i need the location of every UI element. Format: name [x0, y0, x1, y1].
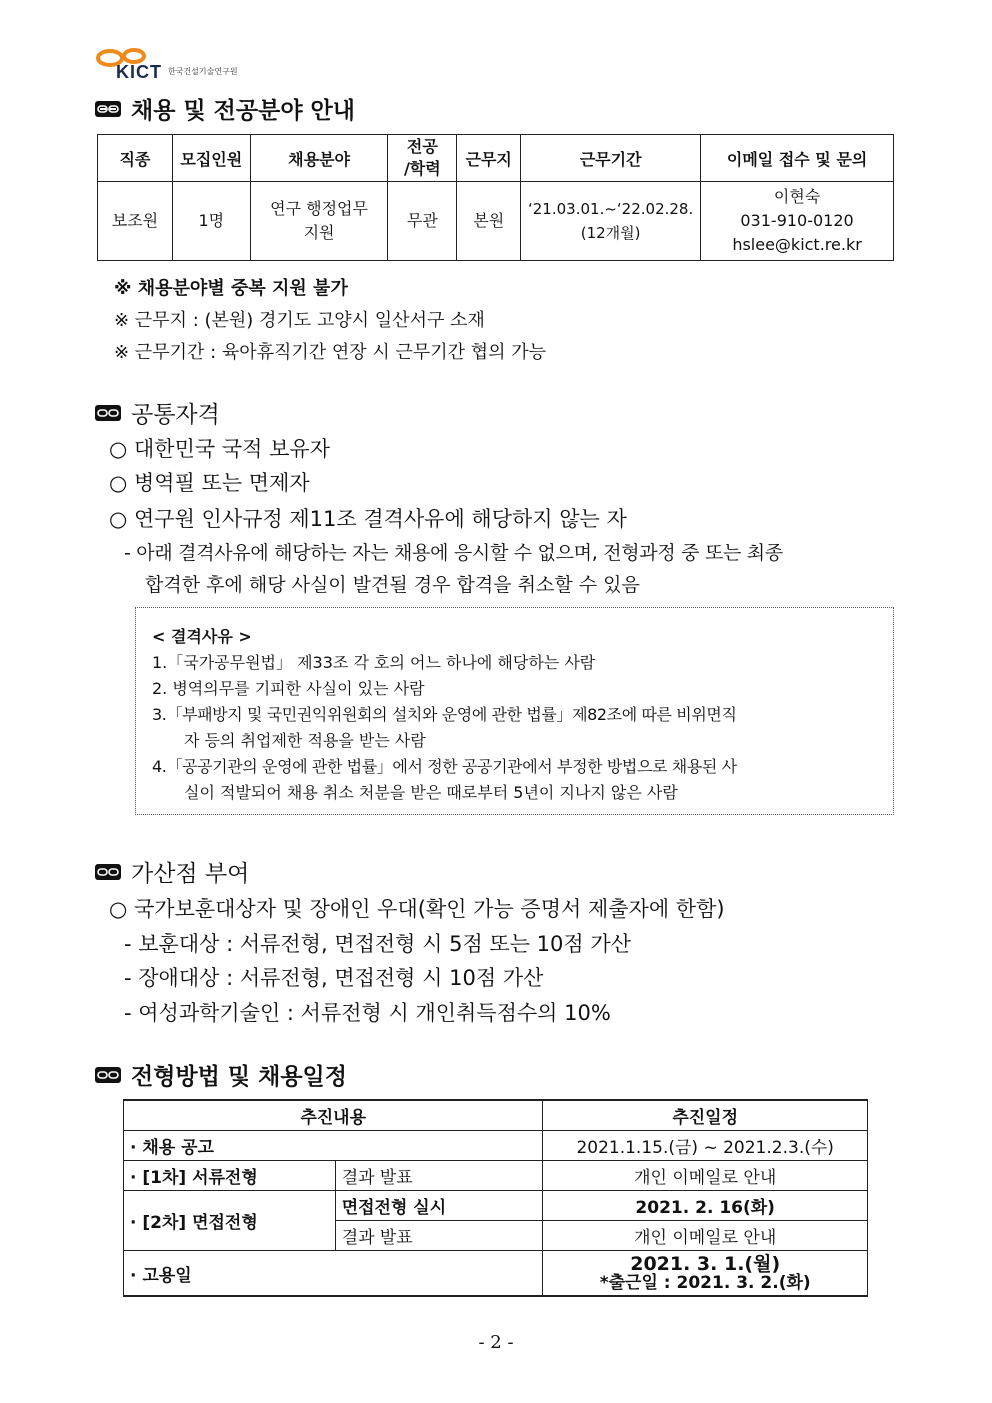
header-content: 추진내용 — [124, 1100, 543, 1131]
section-title: 공통자격 — [131, 402, 220, 428]
disq-item: 4.「공공기관의 운영에 관한 법률」에서 정한 공공기관에서 부정한 방법으로 채용된 사 — [152, 757, 737, 776]
table-row — [124, 1191, 868, 1221]
qualification-sub-line: 합격한 후에 해당 사실이 발견될 경우 합격을 취소할 수 있음 — [145, 574, 640, 596]
table-row — [124, 1131, 868, 1161]
note-location: ※ 근무지 : (본원) 경기도 고양시 일산서구 소재 — [114, 310, 485, 331]
page-number: - 2 - — [478, 1332, 514, 1353]
section-title: 전형방법 및 채용일정 — [131, 1064, 347, 1090]
logo-subtitle: 한국건설기술연구원 — [168, 67, 238, 76]
section-heading-recruitment — [95, 92, 355, 125]
row-interview-label: · [2차] 면접전형 — [124, 1191, 336, 1251]
section-title: 채용 및 전공분야 안내 — [131, 98, 355, 124]
row-doc-date: 개인 이메일로 안내 — [543, 1161, 868, 1191]
bonus-item: - 여성과학기술인 : 서류전형 시 개인취득점수의 10% — [124, 1001, 611, 1025]
row-interview-sub: 면접전형 실시 — [335, 1191, 543, 1221]
header-count: 모집인원 — [172, 135, 250, 182]
note-no-duplicate: ※ 채용분야별 중복 지원 불가 — [114, 278, 348, 299]
qualification-item: ○ 연구원 인사규정 제11조 결격사유에 해당하지 않는 자 — [109, 507, 627, 531]
link-icon — [95, 101, 121, 117]
cell-period: ‘21.03.01.~‘22.02.28. (12개월) — [521, 182, 701, 261]
table-header-row — [98, 135, 894, 182]
table-row — [98, 182, 894, 261]
section-title: 가산점 부여 — [131, 861, 250, 887]
link-icon — [95, 405, 121, 421]
logo-name: KICT — [116, 62, 162, 82]
disq-title: < 결격사유 > — [152, 627, 252, 646]
recruitment-table — [97, 134, 894, 261]
kict-logo — [96, 46, 296, 82]
cell-place: 본원 — [457, 182, 521, 261]
row-interview-date: 2021. 2. 16(화) — [543, 1191, 868, 1221]
bonus-item: - 보훈대상 : 서류전형, 면접전형 시 5점 또는 10점 가산 — [124, 932, 631, 956]
cell-job: 보조원 — [98, 182, 173, 261]
header-contact: 이메일 접수 및 문의 — [701, 135, 894, 182]
header-major: 전공 /학력 — [388, 135, 457, 182]
table-row — [124, 1251, 868, 1297]
row-hire-date: 2021. 3. 1.(월) *출근일 : 2021. 3. 2.(화) — [543, 1251, 868, 1297]
bonus-item: - 장애대상 : 서류전형, 면접전형 시 10점 가산 — [124, 966, 544, 990]
bonus-main: ○ 국가보훈대상자 및 장애인 우대(확인 가능 증명서 제출자에 한함) — [109, 897, 725, 921]
row-announce-label: · 채용 공고 — [124, 1131, 543, 1161]
qualification-item: ○ 대한민국 국적 보유자 — [109, 437, 330, 461]
schedule-table — [123, 1099, 868, 1297]
disq-item-cont: 자 등의 취업제한 적용을 받는 사람 — [184, 731, 426, 750]
disqualification-box — [135, 607, 894, 815]
note-period: ※ 근무기간 : 육아휴직기간 연장 시 근무기간 협의 가능 — [114, 342, 547, 363]
section-heading-qualification — [95, 396, 220, 429]
row-result-sub: 결과 발표 — [335, 1221, 543, 1251]
qualification-item: ○ 병역필 또는 면제자 — [109, 471, 310, 495]
header-job: 직종 — [98, 135, 173, 182]
row-result-date: 개인 이메일로 안내 — [543, 1221, 868, 1251]
section-heading-schedule — [95, 1058, 347, 1091]
header-field: 채용분야 — [250, 135, 388, 182]
cell-contact: 이현숙 031-910-0120 hslee@kict.re.kr — [701, 182, 894, 261]
disq-item: 1.「국가공무원법」 제33조 각 호의 어느 하나에 해당하는 사람 — [152, 653, 596, 672]
table-header-row — [124, 1100, 868, 1131]
row-hire-label: · 고용일 — [124, 1251, 543, 1297]
section-heading-bonus — [95, 855, 249, 888]
disq-item: 3.「부패방지 및 국민권익위원회의 설치와 운영에 관한 법률」제82조에 따른 비위면직 — [152, 705, 737, 724]
cell-major: 무관 — [388, 182, 457, 261]
cell-field: 연구 행정업무 지원 — [250, 182, 388, 261]
row-doc-sub: 결과 발표 — [335, 1161, 543, 1191]
table-row — [124, 1161, 868, 1191]
header-period: 근무기간 — [521, 135, 701, 182]
link-icon — [95, 1067, 121, 1083]
row-announce-date: 2021.1.15.(금) ~ 2021.2.3.(수) — [543, 1131, 868, 1161]
qualification-sub-line: - 아래 결격사유에 해당하는 자는 채용에 응시할 수 없으며, 전형과정 중 또는 최종 — [124, 542, 783, 564]
row-doc-label: · [1차] 서류전형 — [124, 1161, 336, 1191]
disq-item-cont: 실이 적발되어 채용 취소 처분을 받은 때로부터 5년이 지나지 않은 사람 — [184, 783, 678, 802]
link-icon — [95, 864, 121, 880]
cell-count: 1명 — [172, 182, 250, 261]
header-schedule: 추진일정 — [543, 1100, 868, 1131]
disq-item: 2. 병역의무를 기피한 사실이 있는 사람 — [152, 679, 425, 698]
header-place: 근무지 — [457, 135, 521, 182]
